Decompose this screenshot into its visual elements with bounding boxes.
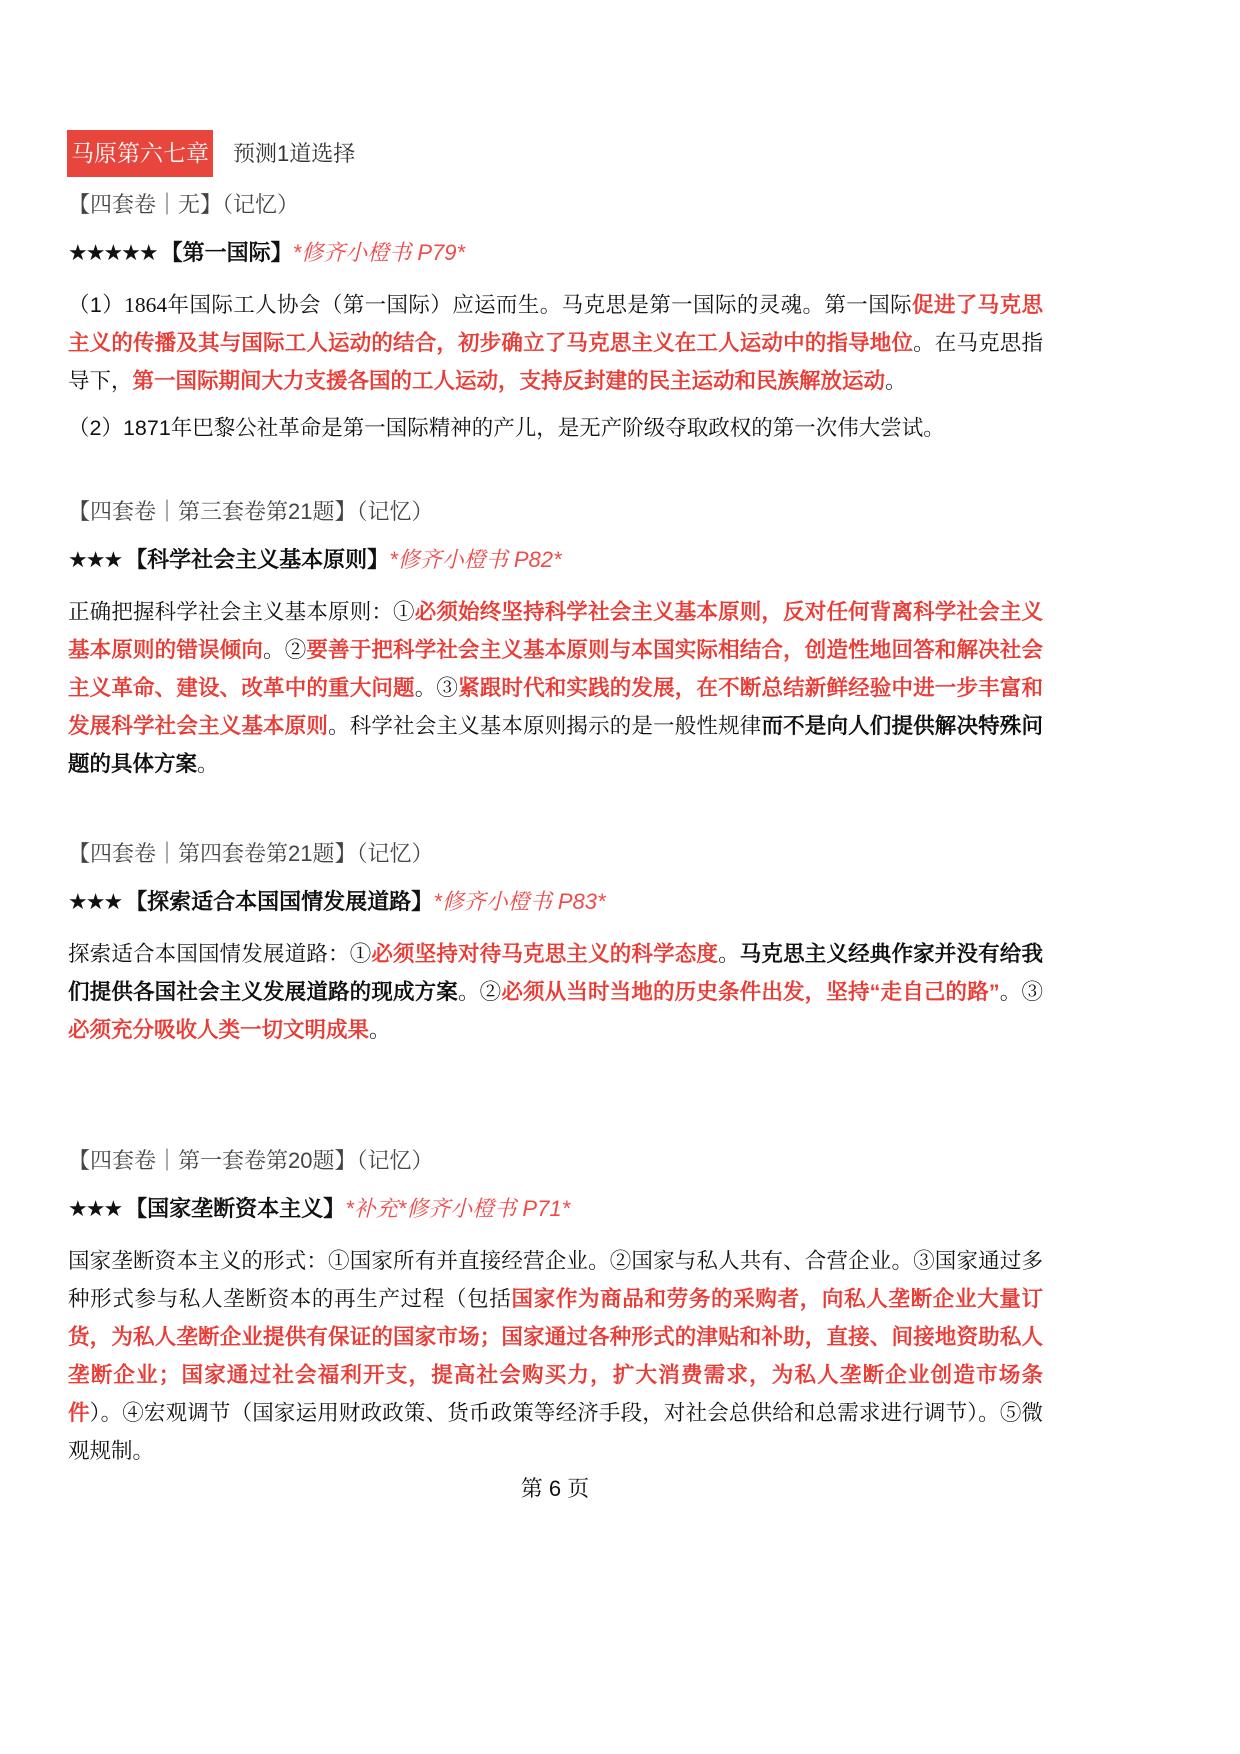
- paragraph: [68, 1242, 1043, 1470]
- reference-note: *修齐小橙书 P83*: [433, 889, 606, 914]
- section: [68, 839, 1043, 1049]
- body-text: ）。④宏观调节（国家运用财政政策、货币政策等经济手段，对社会总供给和总需求进行调节）。⑤微观规制。: [68, 1401, 1043, 1463]
- importance-stars: ★★★: [68, 1196, 122, 1221]
- highlight-text: 第一国际期间大力支援各国的工人运动，支持反封建的民主运动和民族解放运动: [132, 369, 886, 393]
- section: [68, 497, 1043, 783]
- source-tag: 【四套卷｜无】（记忆）: [68, 192, 300, 217]
- body-text: 正确把握科学社会主义基本原则：①: [68, 600, 415, 624]
- topic-heading: [68, 887, 1043, 935]
- chapter-badge: 马原第六七章: [67, 130, 213, 177]
- topic-heading: [68, 545, 1043, 593]
- reference-note: *补充*修齐小橙书 P71*: [345, 1196, 571, 1221]
- importance-stars: ★★★★★: [68, 240, 157, 265]
- highlight-text: 必须始终坚持科学社会主义基本原则，反对任何背离科学社会主义基本原则的错误倾向: [68, 600, 1043, 662]
- topic-heading: [68, 238, 1043, 286]
- prediction-note: 预测1道选择: [233, 141, 356, 166]
- source-tag: 【四套卷｜第三套卷第21题】（记忆）: [68, 499, 434, 524]
- section: [68, 1146, 1043, 1470]
- highlight-text: 紧跟时代和实践的发展，在不断总结新鲜经验中进一步丰富和发展科学社会主义基本原则: [68, 676, 1043, 738]
- body-text: 探索适合本国国情发展道路：①: [68, 942, 372, 966]
- paragraph: [68, 593, 1043, 783]
- page-number: 第 6 页: [520, 1476, 590, 1501]
- body-text: 。③: [414, 676, 459, 700]
- reference-note: *修齐小橙书 P82*: [389, 547, 562, 572]
- body-text: 。②: [457, 980, 502, 1004]
- topic-heading: [68, 1194, 1043, 1242]
- paragraph: [68, 286, 1043, 400]
- body-text: （1）: [68, 293, 125, 317]
- body-text: 。: [885, 369, 907, 393]
- bold-text: 马克思主义经典作家并没有给我们提供各国社会主义发展道路的现成方案: [68, 942, 1043, 1004]
- body-text: 。②: [263, 638, 307, 662]
- source-tag: 【四套卷｜第一套卷第20题】（记忆）: [68, 1148, 434, 1173]
- highlight-text: 必须从当时当地的历史条件出发，坚持“走自己的路”: [501, 980, 1000, 1004]
- importance-stars: ★★★: [68, 889, 122, 914]
- source-tag: 【四套卷｜第四套卷第21题】（记忆）: [68, 841, 434, 866]
- section: [68, 190, 1043, 447]
- body-text: 。③: [999, 980, 1043, 1004]
- paragraph: [68, 935, 1043, 1049]
- body-text: 。: [369, 1018, 391, 1042]
- importance-stars: ★★★: [68, 547, 122, 572]
- highlight-text: 必须坚持对待马克思主义的科学态度: [371, 942, 719, 966]
- body-text: 1864年国际工人协会（第一国际）应运而生。马克思是第一国际的灵魂。第一国际: [124, 293, 912, 317]
- highlight-text: 要善于把科学社会主义基本原则与本国实际相结合，创造性地回答和解决社会主义革命、建设、改革中的重大问题: [68, 638, 1043, 700]
- body-text: 国家垄断资本主义的形式：①国家所有并直接经营企业。②国家与私人共有、合营企业。③国家通过多种形式参与私人垄断资本的再生产过程（包括: [68, 1249, 1043, 1311]
- highlight-text: 国家作为商品和劳务的采购者，向私人垄断企业大量订货，为私人垄断企业提供有保证的国家市场；国家通过各种形式的津贴和补助，直接、间接地资助私人垄断企业；国家通过社会福利开支，提高社会购买力，扩大消费需求，为私人垄断企业创造市场条件: [68, 1287, 1043, 1425]
- body-text: 。: [718, 942, 740, 966]
- highlight-text: 必须充分吸收人类一切文明成果: [68, 1018, 370, 1042]
- bold-text: 而不是向人们提供解决特殊问题的具体方案: [68, 714, 1043, 776]
- reference-note: *修齐小橙书 P79*: [292, 240, 466, 265]
- body-text: 。在马克思指导下，: [68, 331, 1043, 393]
- topic-title: 【探索适合本国国情发展道路】: [125, 889, 434, 914]
- topic-title: 【科学社会主义基本原则】: [125, 547, 390, 572]
- body-text: 。科学社会主义基本原则揭示的是一般性规律: [328, 714, 762, 738]
- body-text: 。: [197, 752, 219, 776]
- topic-title: 【第一国际】: [160, 240, 293, 265]
- body-text: （2）1871年巴黎公社革命是第一国际精神的产儿，是无产阶级夺取政权的第一次伟大尝试。: [68, 416, 945, 440]
- paragraph: [68, 409, 1043, 447]
- highlight-text: 促进了马克思主义的传播及其与国际工人运动的结合，初步确立了马克思主义在工人运动中的指导地位: [68, 293, 1043, 355]
- topic-title: 【国家垄断资本主义】: [125, 1196, 346, 1221]
